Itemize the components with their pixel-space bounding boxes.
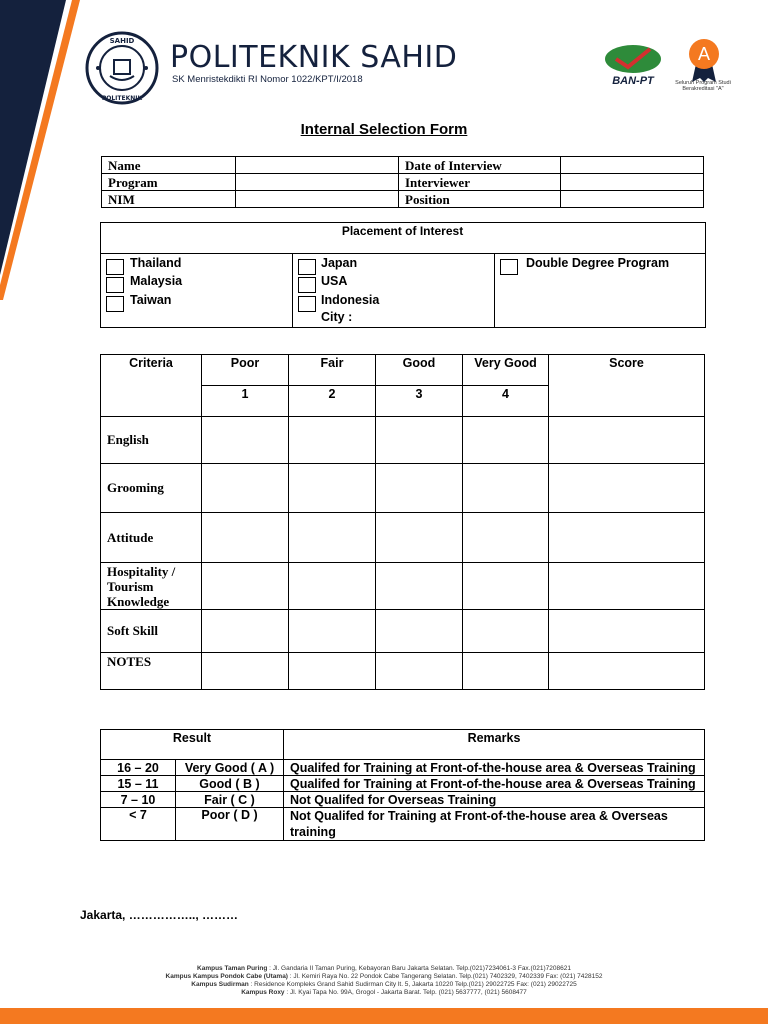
nim-field[interactable] bbox=[236, 191, 399, 208]
rating-cell[interactable] bbox=[289, 513, 376, 563]
rating-cell[interactable] bbox=[463, 464, 549, 513]
accreditation-caption: Seluruh Program Studi Berakreditasi "A" bbox=[675, 80, 731, 92]
result-range: < 7 bbox=[101, 808, 176, 841]
footer-address: Kampus Roxy : Jl. Kyai Tapa No. 99A, Grogol - Jakarta Barat. Telp. (021) 5637777, (021) 5608477 bbox=[241, 989, 527, 996]
institution-name: POLITEKNIK SAHID bbox=[170, 40, 458, 75]
fair-scale: 2 bbox=[289, 386, 376, 417]
result-header: Result bbox=[101, 730, 284, 760]
table-row bbox=[101, 792, 705, 808]
rating-cell[interactable] bbox=[289, 464, 376, 513]
criteria-soft-skill: Soft Skill bbox=[101, 610, 202, 653]
criteria-table bbox=[100, 354, 705, 690]
rating-cell[interactable] bbox=[202, 610, 289, 653]
table-row bbox=[101, 464, 705, 513]
result-remark: Not Qualifed for Overseas Training bbox=[284, 792, 705, 808]
svg-text:POLITEKNIK: POLITEKNIK bbox=[101, 95, 143, 102]
politeknik-seal-logo bbox=[84, 30, 160, 106]
result-grade: Poor ( D ) bbox=[176, 808, 284, 841]
taiwan-checkbox[interactable] bbox=[106, 296, 124, 312]
rating-cell[interactable] bbox=[376, 513, 463, 563]
table-row bbox=[101, 513, 705, 563]
interviewer-field[interactable] bbox=[561, 174, 704, 191]
corner-stripes bbox=[0, 0, 90, 300]
criteria-english: English bbox=[101, 417, 202, 464]
accreditation-badge bbox=[686, 38, 722, 84]
result-remark: Qualifed for Training at Front-of-the-house area & Overseas Training bbox=[284, 760, 705, 776]
double-degree-label: Double Degree Program bbox=[526, 256, 670, 270]
identity-table bbox=[101, 156, 704, 208]
decree-number: SK Menristekdikti RI Nomor 1022/KPT/I/2018 bbox=[172, 74, 363, 85]
criteria-attitude: Attitude bbox=[101, 513, 202, 563]
criteria-grooming: Grooming bbox=[101, 464, 202, 513]
notes-cell[interactable] bbox=[549, 653, 705, 690]
rating-cell[interactable] bbox=[202, 513, 289, 563]
program-field[interactable] bbox=[236, 174, 399, 191]
name-field[interactable] bbox=[236, 157, 399, 174]
result-remark: Not Qualifed for Training at Front-of-the-house area & Overseas training bbox=[284, 808, 705, 841]
result-grade: Fair ( C ) bbox=[176, 792, 284, 808]
place-date-line: Jakarta, …………….., ……… bbox=[80, 908, 239, 922]
city-label: City : bbox=[321, 310, 353, 324]
fair-header: Fair bbox=[289, 355, 376, 386]
score-cell[interactable] bbox=[549, 563, 705, 610]
usa-checkbox[interactable] bbox=[298, 277, 316, 293]
result-range: 16 – 20 bbox=[101, 760, 176, 776]
table-row bbox=[101, 760, 705, 776]
result-range: 15 – 11 bbox=[101, 776, 176, 792]
notes-cell[interactable] bbox=[289, 653, 376, 690]
footer-address: Kampus Sudirman : Residence Kompleks Grand Sahid Sudirman City lt. 5, Jakarta 10220 Telp.(021) 29022725 Fax: (021) 29022725 bbox=[191, 981, 577, 988]
rating-cell[interactable] bbox=[202, 464, 289, 513]
score-cell[interactable] bbox=[549, 464, 705, 513]
footer-orange-bar bbox=[0, 1008, 768, 1024]
criteria-hospitality: Hospitality / Tourism Knowledge bbox=[101, 563, 202, 610]
notes-cell[interactable] bbox=[376, 653, 463, 690]
result-remark: Qualifed for Training at Front-of-the-house area & Overseas Training bbox=[284, 776, 705, 792]
rating-cell[interactable] bbox=[463, 417, 549, 464]
remarks-header: Remarks bbox=[284, 730, 705, 760]
table-row bbox=[101, 417, 705, 464]
table-row bbox=[101, 776, 705, 792]
rating-cell[interactable] bbox=[376, 563, 463, 610]
taiwan-label: Taiwan bbox=[130, 293, 172, 307]
footer-address: Kampus Kampus Pondok Cabe (Utama) : Jl. Kemiri Raya No. 22 Pondok Cabe Tangerang Selatan. Telp.(021) 7402329, 7402339 Fax: (021) 7428152 bbox=[165, 973, 603, 980]
rating-cell[interactable] bbox=[376, 464, 463, 513]
poor-header: Poor bbox=[202, 355, 289, 386]
svg-text:A: A bbox=[697, 44, 711, 64]
rating-cell[interactable] bbox=[463, 610, 549, 653]
thailand-label: Thailand bbox=[130, 256, 182, 270]
nim-label: NIM bbox=[102, 191, 236, 208]
score-header: Score bbox=[549, 355, 705, 417]
position-field[interactable] bbox=[561, 191, 704, 208]
malaysia-label: Malaysia bbox=[130, 274, 183, 288]
placement-heading: Placement of Interest bbox=[341, 224, 464, 238]
double-degree-checkbox[interactable] bbox=[500, 259, 518, 275]
svg-text:BAN-PT: BAN-PT bbox=[612, 75, 654, 87]
japan-label: Japan bbox=[321, 256, 358, 270]
criteria-notes: NOTES bbox=[101, 653, 202, 690]
table-row bbox=[101, 653, 705, 690]
rating-cell[interactable] bbox=[202, 417, 289, 464]
rating-cell[interactable] bbox=[463, 513, 549, 563]
japan-checkbox[interactable] bbox=[298, 259, 316, 275]
result-range: 7 – 10 bbox=[101, 792, 176, 808]
very-good-scale: 4 bbox=[463, 386, 549, 417]
indonesia-checkbox[interactable] bbox=[298, 296, 316, 312]
footer-address: Kampus Taman Puring : Jl. Gandaria II Taman Puring, Kebayoran Baru Jakarta Selatan. Telp.(021)7234061-3 Fax.(021)7208621 bbox=[197, 965, 571, 972]
thailand-checkbox[interactable] bbox=[106, 259, 124, 275]
table-row bbox=[101, 563, 705, 610]
rating-cell[interactable] bbox=[463, 563, 549, 610]
score-cell[interactable] bbox=[549, 513, 705, 563]
table-row bbox=[101, 610, 705, 653]
table-row bbox=[101, 808, 705, 841]
date-of-interview-label: Date of Interview bbox=[399, 157, 561, 174]
rating-cell[interactable] bbox=[202, 563, 289, 610]
score-cell[interactable] bbox=[549, 417, 705, 464]
good-scale: 3 bbox=[376, 386, 463, 417]
malaysia-checkbox[interactable] bbox=[106, 277, 124, 293]
very-good-header: Very Good bbox=[463, 355, 549, 386]
rating-cell[interactable] bbox=[289, 563, 376, 610]
form-title: Internal Selection Form bbox=[300, 121, 468, 138]
result-table bbox=[100, 729, 705, 841]
good-header: Good bbox=[376, 355, 463, 386]
svg-text:SAHID: SAHID bbox=[109, 37, 135, 45]
notes-cell[interactable] bbox=[202, 653, 289, 690]
date-of-interview-field[interactable] bbox=[561, 157, 704, 174]
interviewer-label: Interviewer bbox=[399, 174, 561, 191]
score-cell[interactable] bbox=[549, 610, 705, 653]
rating-cell[interactable] bbox=[289, 417, 376, 464]
result-grade: Good ( B ) bbox=[176, 776, 284, 792]
rating-cell[interactable] bbox=[376, 417, 463, 464]
program-label: Program bbox=[102, 174, 236, 191]
indonesia-label: Indonesia bbox=[321, 293, 380, 307]
rating-cell[interactable] bbox=[376, 610, 463, 653]
usa-label: USA bbox=[321, 274, 348, 288]
poor-scale: 1 bbox=[202, 386, 289, 417]
rating-cell[interactable] bbox=[289, 610, 376, 653]
notes-cell[interactable] bbox=[463, 653, 549, 690]
result-grade: Very Good ( A ) bbox=[176, 760, 284, 776]
position-label: Position bbox=[399, 191, 561, 208]
criteria-header: Criteria bbox=[101, 355, 202, 417]
ban-pt-logo bbox=[602, 43, 664, 87]
name-label: Name bbox=[102, 157, 236, 174]
